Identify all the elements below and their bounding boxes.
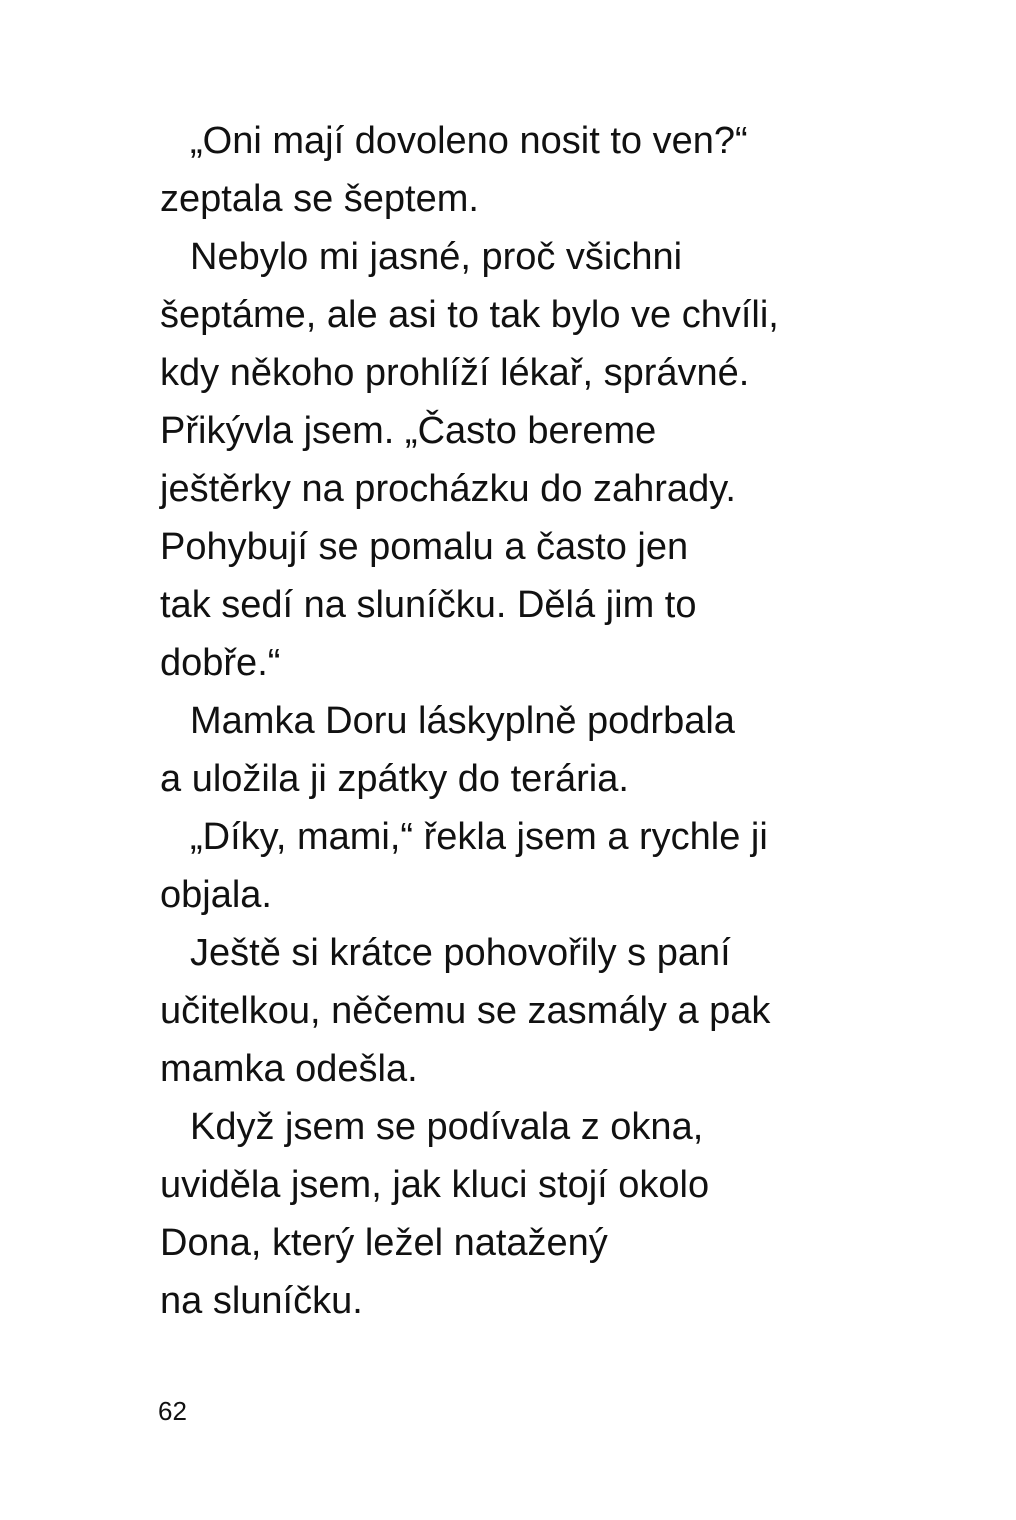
text-line: „Oni mají dovoleno nosit to ven?“ bbox=[190, 120, 748, 162]
text-line: ještěrky na procházku do zahrady. bbox=[160, 468, 736, 510]
text-line: šeptáme, ale asi to tak bylo ve chvíli, bbox=[160, 294, 779, 336]
text-line: mamka odešla. bbox=[160, 1048, 418, 1090]
text-line: objala. bbox=[160, 874, 272, 916]
text-line: Mamka Doru láskyplně podrbala bbox=[190, 700, 735, 742]
text-line: uviděla jsem, jak kluci stojí okolo bbox=[160, 1164, 710, 1206]
text-line: Pohybují se pomalu a často jen bbox=[160, 526, 689, 568]
text-line: Nebylo mi jasné, proč všichni bbox=[190, 236, 683, 278]
text-line: učitelkou, něčemu se zasmály a pak bbox=[160, 990, 771, 1032]
text-line: dobře.“ bbox=[160, 642, 281, 684]
text-line: kdy někoho prohlíží lékař, správné. bbox=[160, 352, 750, 394]
text-line: „Díky, mami,“ řekla jsem a rychle ji bbox=[190, 816, 768, 858]
text-line: Když jsem se podívala z okna, bbox=[190, 1106, 704, 1148]
page-number: 62 bbox=[158, 1396, 187, 1426]
page-body-text bbox=[160, 112, 920, 1330]
text-line: a uložila ji zpátky do terária. bbox=[160, 758, 629, 800]
text-line: Dona, který ležel natažený bbox=[160, 1222, 608, 1264]
text-line: Přikývla jsem. „Často bereme bbox=[160, 410, 657, 452]
text-line: zeptala se šeptem. bbox=[160, 178, 479, 220]
text-line: na sluníčku. bbox=[160, 1280, 363, 1322]
text-line: Ještě si krátce pohovořily s paní bbox=[190, 932, 731, 974]
text-line: tak sedí na sluníčku. Dělá jim to bbox=[160, 584, 697, 626]
